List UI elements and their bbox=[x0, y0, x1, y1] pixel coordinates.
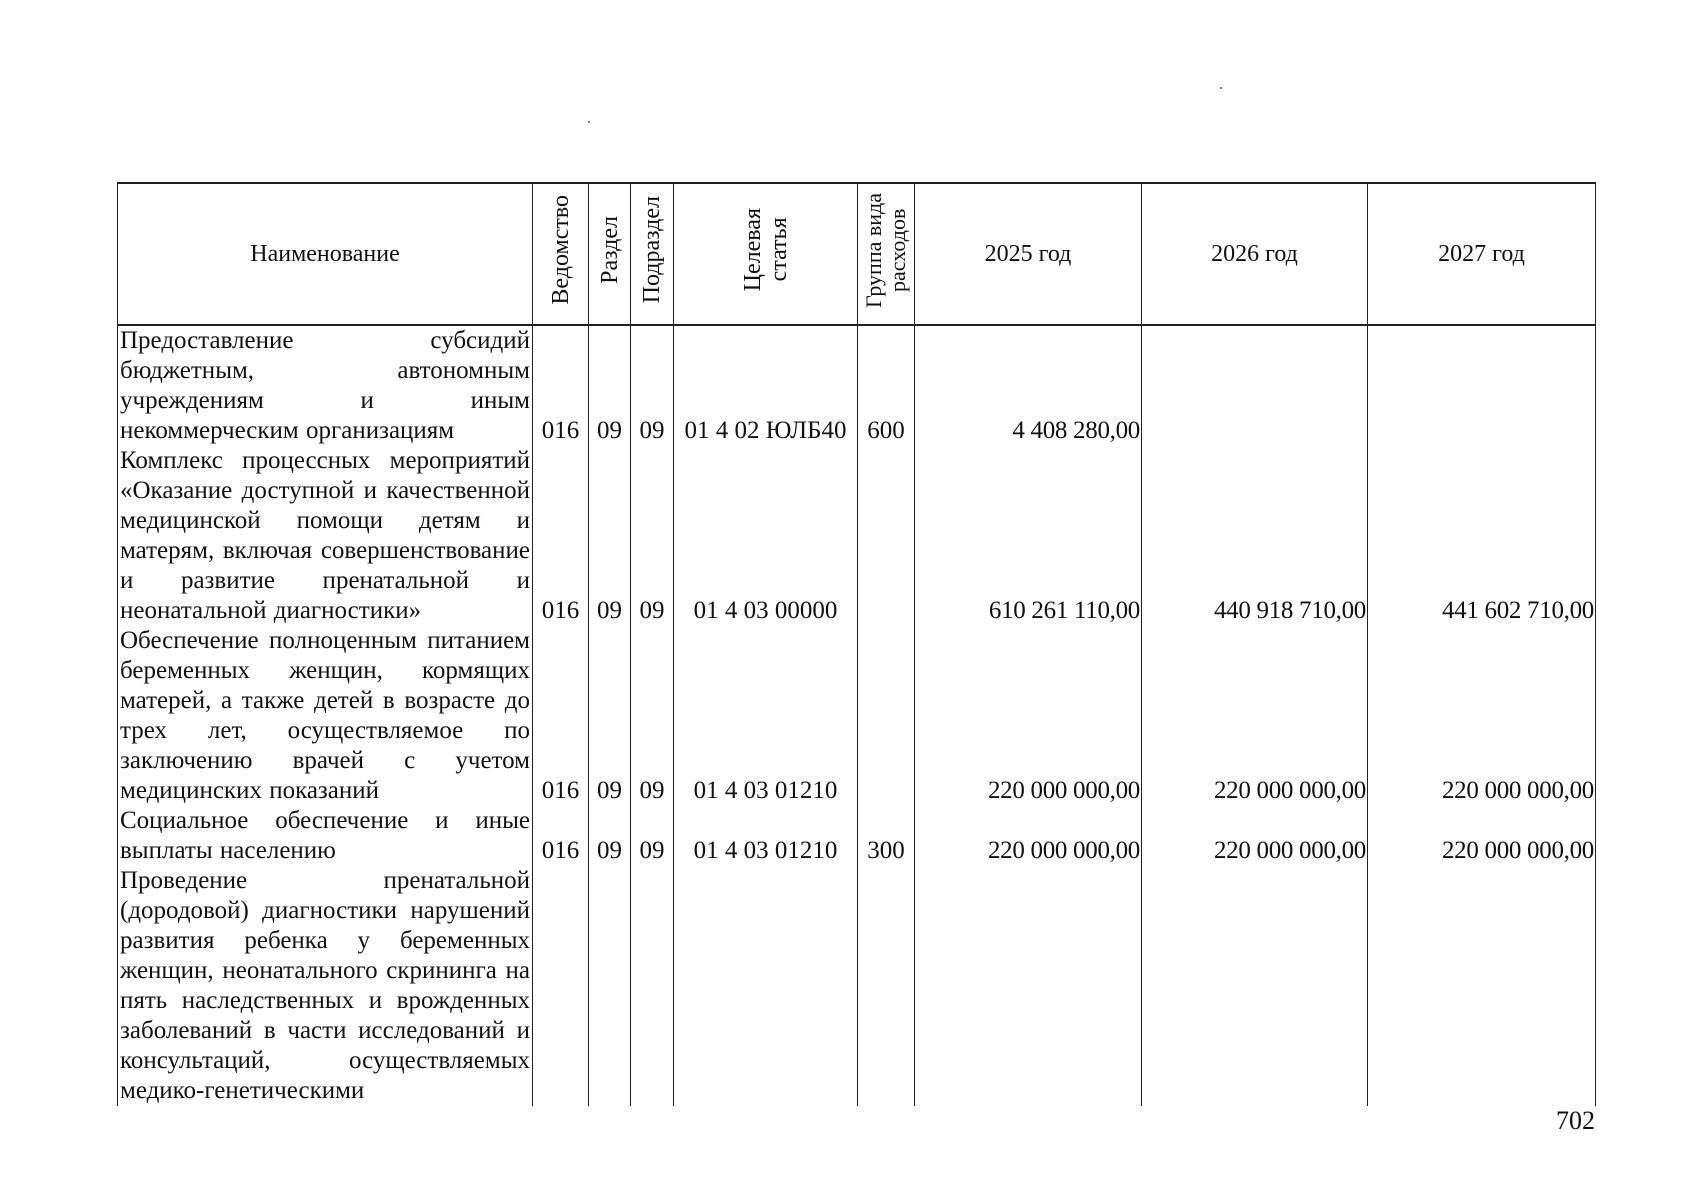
row-section: 09 bbox=[589, 626, 631, 806]
header-target-article-label bbox=[740, 208, 792, 291]
header-section-label: Раздел bbox=[596, 216, 623, 284]
header-expense-group-label bbox=[862, 193, 910, 308]
row-value-2026: 440 918 710,00 bbox=[1142, 446, 1368, 626]
table-row bbox=[118, 866, 1596, 1106]
header-department-label: Ведомство bbox=[547, 195, 574, 305]
row-value-2027: 441 602 710,00 bbox=[1368, 446, 1596, 626]
row-value-2026: 220 000 000,00 bbox=[1142, 806, 1368, 866]
row-department: 016 bbox=[533, 806, 589, 866]
header-year-2025-label: 2025 год bbox=[984, 241, 1072, 267]
row-value-2027 bbox=[1368, 866, 1596, 1106]
row-name: Обеспечение полноценным питанием беременных женщин, кормящих матерей, а также детей в возрасте до трех лет, осуществляемое по заключению врачей с учетом медицинских показаний bbox=[118, 626, 533, 806]
header-expense-group-line2: расходов bbox=[885, 208, 910, 292]
row-target-article: 01 4 03 00000 bbox=[674, 446, 858, 626]
row-value-2027: 220 000 000,00 bbox=[1368, 806, 1596, 866]
row-section bbox=[589, 866, 631, 1106]
row-value-2025: 220 000 000,00 bbox=[915, 626, 1142, 806]
row-department: 016 bbox=[533, 626, 589, 806]
row-section: 09 bbox=[589, 325, 631, 446]
budget-table bbox=[117, 182, 1596, 1106]
row-name: Комплекс процессных мероприятий «Оказание доступной и качественной медицинской помощи детям и матерям, включая совершенствование и развитие пренатальной и неонатальной диагностики» bbox=[118, 446, 533, 626]
row-value-2027: 220 000 000,00 bbox=[1368, 626, 1596, 806]
row-value-2025: 220 000 000,00 bbox=[915, 806, 1142, 866]
header-year-2027-label: 2027 год bbox=[1438, 241, 1525, 267]
row-subsection: 09 bbox=[631, 806, 674, 866]
row-department bbox=[533, 866, 589, 1106]
row-name: Проведение пренатальной (дородовой) диагностики нарушений развития ребенка у беременных женщин, неонатального скрининга на пять наследственных и врожденных заболеваний в части исследований и консультаций, осуществляемых медико-генетическими bbox=[118, 866, 533, 1106]
row-expense-group bbox=[858, 626, 915, 806]
row-section: 09 bbox=[589, 446, 631, 626]
row-target-article bbox=[674, 866, 858, 1106]
row-subsection: 09 bbox=[631, 325, 674, 446]
row-value-2025: 610 261 110,00 bbox=[915, 446, 1142, 626]
row-name: Социальное обеспечение и иные выплаты населению bbox=[118, 806, 533, 866]
header-target-article bbox=[674, 183, 858, 325]
row-department: 016 bbox=[533, 325, 589, 446]
row-value-2025 bbox=[915, 866, 1142, 1106]
header-subsection-label: Подраздел bbox=[639, 196, 665, 304]
header-year-2027 bbox=[1368, 183, 1596, 325]
header-section bbox=[589, 183, 631, 325]
header-year-2026-label: 2026 год bbox=[1211, 241, 1298, 267]
row-subsection bbox=[631, 866, 674, 1106]
header-target-article-line2: статья bbox=[765, 218, 792, 282]
header-year-2026 bbox=[1142, 183, 1368, 325]
scan-dot-left bbox=[588, 121, 590, 123]
row-name: Предоставление субсидий бюджетным, автономным учреждениям и иным некоммерческим организациям bbox=[118, 325, 533, 446]
table-row bbox=[118, 806, 1596, 866]
table-row bbox=[118, 446, 1596, 626]
row-value-2026 bbox=[1142, 325, 1368, 446]
scan-dot-right bbox=[1220, 87, 1222, 89]
header-expense-group bbox=[858, 183, 915, 325]
row-value-2027 bbox=[1368, 325, 1596, 446]
row-subsection: 09 bbox=[631, 626, 674, 806]
row-target-article: 01 4 03 01210 bbox=[674, 626, 858, 806]
table-row bbox=[118, 325, 1596, 446]
header-department bbox=[533, 183, 589, 325]
row-expense-group bbox=[858, 446, 915, 626]
row-target-article: 01 4 03 01210 bbox=[674, 806, 858, 866]
row-expense-group bbox=[858, 866, 915, 1106]
row-department: 016 bbox=[533, 446, 589, 626]
header-target-article-line1: Целевая bbox=[739, 208, 766, 292]
row-section: 09 bbox=[589, 806, 631, 866]
header-name-label: Наименование bbox=[250, 241, 400, 267]
header-row bbox=[118, 183, 1596, 325]
row-target-article: 01 4 02 ЮЛБ40 bbox=[674, 325, 858, 446]
header-name bbox=[118, 183, 533, 325]
row-expense-group: 300 bbox=[858, 806, 915, 866]
row-expense-group: 600 bbox=[858, 325, 915, 446]
table-row bbox=[118, 626, 1596, 806]
page-number: 702 bbox=[1556, 1106, 1595, 1135]
row-subsection: 09 bbox=[631, 446, 674, 626]
row-value-2026: 220 000 000,00 bbox=[1142, 626, 1368, 806]
header-expense-group-line1: Группа вида bbox=[861, 192, 886, 308]
header-year-2025 bbox=[915, 183, 1142, 325]
row-value-2025: 4 408 280,00 bbox=[915, 325, 1142, 446]
header-subsection bbox=[631, 183, 674, 325]
row-value-2026 bbox=[1142, 866, 1368, 1106]
